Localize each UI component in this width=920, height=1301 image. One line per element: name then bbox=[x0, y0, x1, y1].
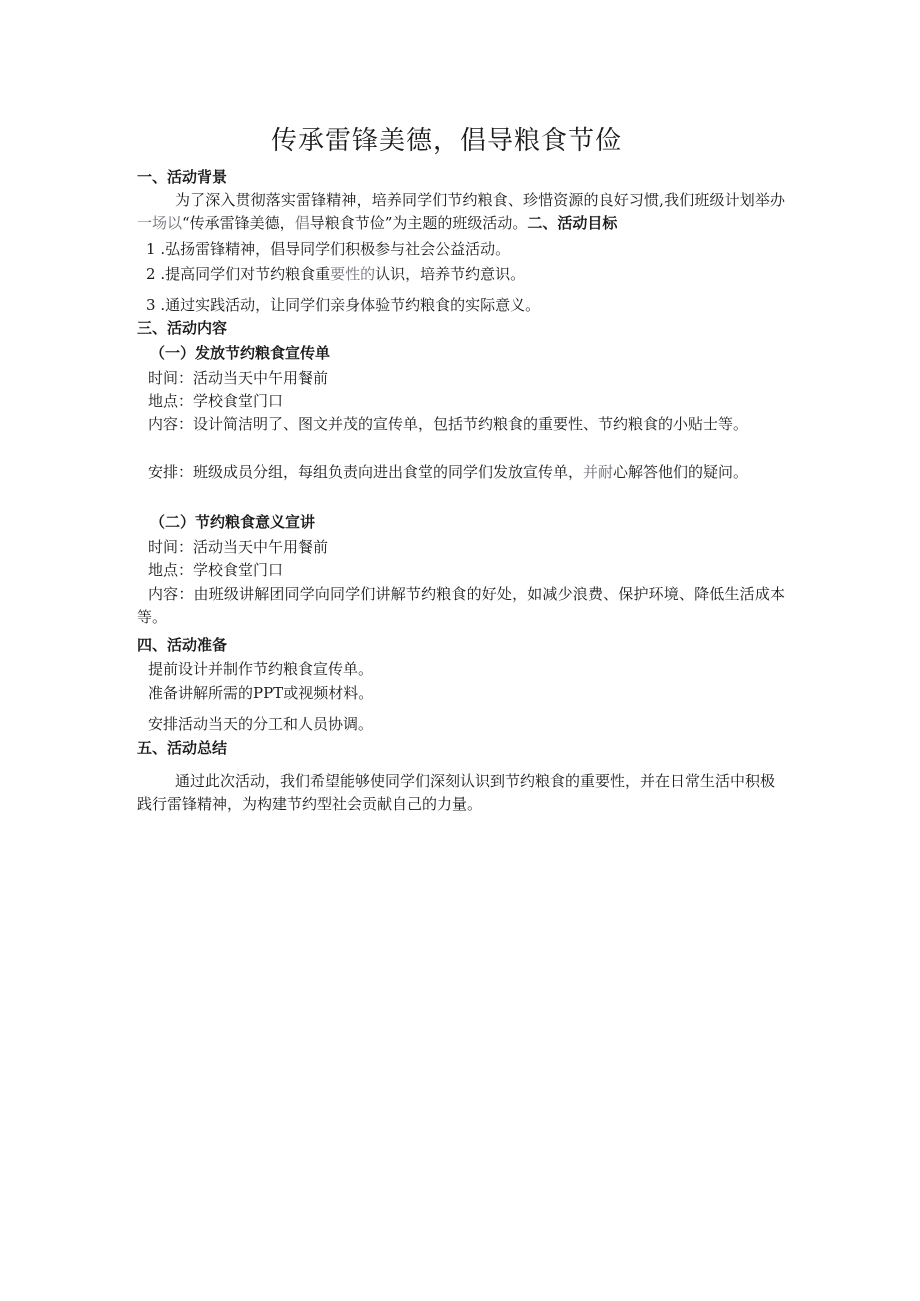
section-heading-content: 三、活动内容 bbox=[137, 319, 228, 337]
subsection-heading-leaflets: （一）发放节约粮食宣传单 bbox=[150, 344, 331, 362]
goal-item-number: 3 bbox=[146, 296, 156, 314]
subsection-heading-talk: （二）节约粮食意义宣讲 bbox=[150, 513, 316, 531]
talk-place: 地点：学校食堂门口 bbox=[148, 561, 284, 579]
section-heading-goals: 二、活动目标 bbox=[527, 214, 618, 232]
background-text-gray2: 倡 bbox=[294, 214, 310, 232]
background-text-c: 导粮食节俭”为主题的班级活动。 bbox=[309, 214, 528, 232]
leaflets-arrangement-b: 心解答他们的疑问。 bbox=[613, 463, 749, 481]
leaflets-content: 内容：设计简洁明了、图文并茂的宣传单，包括节约粮食的重要性、节约粮食的小贴士等。 bbox=[148, 415, 749, 433]
leaflets-arrangement-a: 安排：班级成员分组，每组负责向进出食堂的同学们发放宣传单， bbox=[148, 463, 584, 481]
goal-item-text: .弘扬雷锋精神，倡导同学们积极参与社会公益活动。 bbox=[160, 240, 511, 258]
section-heading-background: 一、活动背景 bbox=[137, 168, 228, 186]
background-paragraph bbox=[137, 189, 785, 235]
document-title: 传承雷锋美德，倡导粮食节俭 bbox=[270, 126, 622, 156]
talk-content: 内容：由班级讲解团同学向同学们讲解节约粮食的好处，如减少浪费、保护环境、降低生活成本等。 bbox=[137, 585, 785, 626]
goal-item-1 bbox=[146, 238, 510, 261]
goal-item-text-a: .提高同学们对节约粮食重 bbox=[160, 265, 331, 283]
leaflets-arrangement bbox=[137, 461, 785, 484]
preparation-item-2: 准备讲解所需的PPT或视频材料。 bbox=[148, 684, 374, 702]
preparation-item-1: 提前设计并制作节约粮食宣传单。 bbox=[148, 660, 374, 678]
section-heading-preparation: 四、活动准备 bbox=[137, 636, 228, 654]
summary-paragraph: 通过此次活动，我们希望能够使同学们深刻认识到节约粮食的重要性，并在日常生活中积极践行雷锋精神，为构建节约型社会贡献自己的力量。 bbox=[137, 772, 776, 813]
leaflets-arrangement-gray: 并耐 bbox=[583, 463, 614, 481]
preparation-item-3: 安排活动当天的分工和人员协调。 bbox=[148, 715, 374, 733]
goal-item-2 bbox=[146, 263, 525, 286]
leaflets-time: 时间：活动当天中午用餐前 bbox=[148, 369, 329, 387]
leaflets-place: 地点：学校食堂门口 bbox=[148, 392, 284, 410]
goal-item-text: .通过实践活动，让同学们亲身体验节约粮食的实际意义。 bbox=[160, 296, 541, 314]
goal-item-number: 2 bbox=[146, 265, 156, 283]
background-text-a: 为了深入贯彻落实雷锋精神，培养同学们节约粮食、珍惜资源的良好习惯,我们班级计划举办 bbox=[175, 191, 785, 209]
goal-item-text-b: 认识，培养节约意识。 bbox=[375, 265, 526, 283]
background-text-b: “传承雷锋美德， bbox=[182, 214, 295, 232]
goal-item-text-gray: 要性的 bbox=[330, 265, 376, 283]
goal-item-number: 1 bbox=[146, 240, 156, 258]
section-heading-summary: 五、活动总结 bbox=[137, 739, 228, 757]
background-text-gray1: 一场以 bbox=[137, 214, 183, 232]
talk-time: 时间：活动当天中午用餐前 bbox=[148, 538, 329, 556]
goal-item-3 bbox=[146, 294, 540, 317]
